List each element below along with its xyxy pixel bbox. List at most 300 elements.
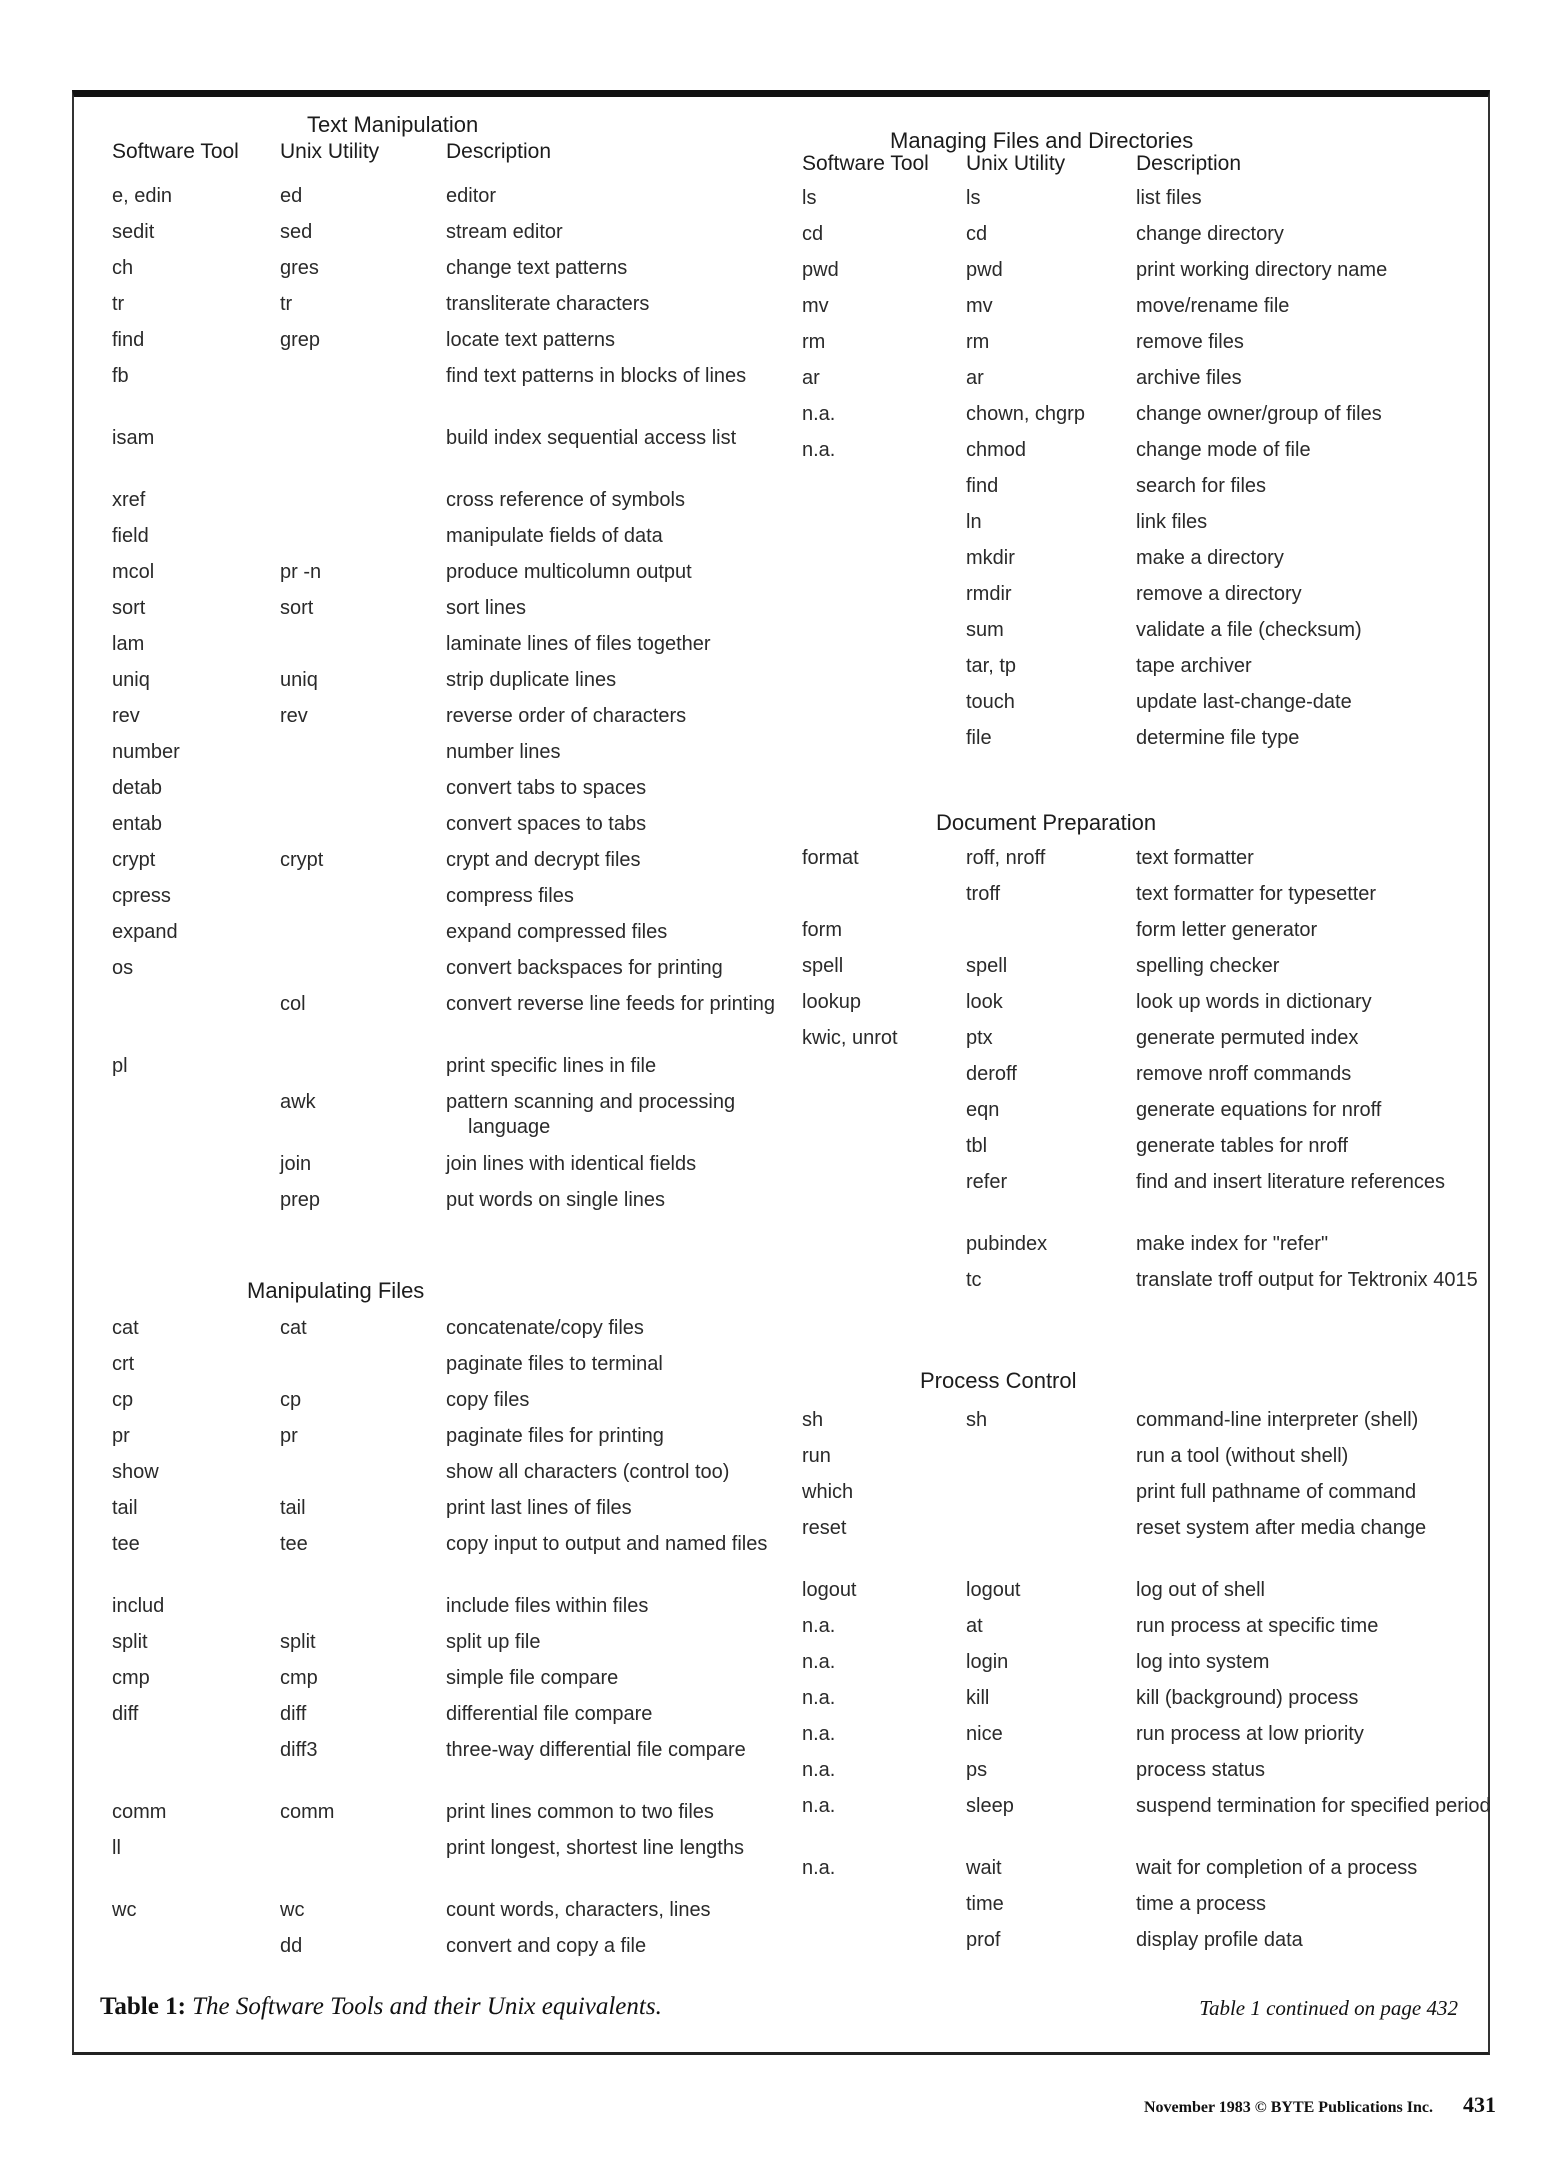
cell-unix-utility: ptx (966, 1027, 993, 1049)
cell-unix-utility: tbl (966, 1135, 988, 1157)
cell-software-tool: n.a. (802, 1759, 836, 1781)
cell-description: process status (1136, 1759, 1265, 1781)
cell-software-tool: pl (112, 1055, 128, 1077)
cell-software-tool: cmp (112, 1667, 150, 1689)
table-row (802, 1232, 1472, 1262)
cell-description: find text patterns in blocks of lines (446, 365, 747, 387)
cell-software-tool: tr (112, 293, 125, 315)
header-software-tool: Software Tool (112, 140, 239, 163)
table-row (112, 524, 772, 554)
cell-unix-utility: sed (280, 221, 313, 243)
cell-description: join lines with identical fields (446, 1153, 697, 1175)
cell-software-tool: logout (802, 1579, 857, 1601)
cell-description: kill (background) process (1136, 1687, 1359, 1709)
cell-unix-utility: diff (280, 1703, 307, 1725)
table-row (112, 1934, 772, 1964)
table-row (112, 1352, 772, 1382)
header-software-tool: Software Tool (802, 152, 929, 175)
cell-software-tool: fb (112, 365, 129, 387)
cell-unix-utility: crypt (280, 849, 324, 871)
cell-software-tool: n.a. (802, 439, 836, 461)
table-row (802, 1650, 1472, 1680)
cell-description: suspend termination for specified period (1136, 1795, 1491, 1817)
cell-unix-utility: rmdir (966, 583, 1012, 605)
cell-unix-utility: split (280, 1631, 316, 1653)
cell-software-tool: ar (802, 367, 820, 389)
table-row (112, 1188, 772, 1218)
cell-description: link files (1136, 511, 1208, 533)
cell-unix-utility: touch (966, 691, 1015, 713)
cell-description: copy input to output and named files (446, 1533, 768, 1555)
table-row (112, 596, 772, 626)
cell-description: log into system (1136, 1651, 1270, 1673)
cell-description: list files (1136, 187, 1202, 209)
cell-description: archive files (1136, 367, 1242, 389)
table-row (802, 654, 1472, 684)
cell-unix-utility: sum (966, 619, 1004, 641)
header-unix-utility: Unix Utility (280, 140, 380, 163)
cell-unix-utility: join (280, 1153, 312, 1175)
cell-software-tool: xref (112, 489, 146, 511)
cell-unix-utility: cd (966, 223, 988, 245)
cell-software-tool: crypt (112, 849, 156, 871)
cell-unix-utility: ps (966, 1759, 988, 1781)
cell-description: crypt and decrypt files (446, 849, 641, 871)
cell-description: remove nroff commands (1136, 1063, 1352, 1085)
cell-unix-utility: tar, tp (966, 655, 1017, 677)
cell-unix-utility: wait (966, 1857, 1002, 1879)
cell-description: show all characters (control too) (446, 1461, 730, 1483)
cell-description: remove files (1136, 331, 1244, 353)
table-row (802, 330, 1472, 360)
table-row (802, 990, 1472, 1020)
cell-software-tool: os (112, 957, 134, 979)
cell-description: transliterate characters (446, 293, 650, 315)
table-row (112, 848, 772, 878)
cell-description: strip duplicate lines (446, 669, 617, 691)
cell-software-tool: field (112, 525, 149, 547)
cell-software-tool: split (112, 1631, 148, 1653)
cell-unix-utility: awk (280, 1091, 316, 1113)
cell-software-tool: sh (802, 1409, 824, 1431)
table-row (802, 1856, 1472, 1886)
table-row (112, 488, 772, 518)
cell-unix-utility: gres (280, 257, 319, 279)
cell-software-tool: diff (112, 1703, 139, 1725)
cell-software-tool: n.a. (802, 1857, 836, 1879)
cell-unix-utility: pr (280, 1425, 298, 1447)
cell-description: concatenate/copy files (446, 1317, 644, 1339)
cell-description: find and insert literature references (1136, 1171, 1446, 1193)
table-row (112, 1666, 772, 1696)
cell-unix-utility: mv (966, 295, 993, 317)
section-managing-files-directories (802, 124, 1472, 774)
cell-software-tool: ls (802, 187, 817, 209)
section-process-control (802, 1364, 1491, 1964)
table-row (802, 294, 1472, 324)
cell-unix-utility: wc (280, 1899, 305, 1921)
cell-unix-utility: mkdir (966, 547, 1015, 569)
cell-description: display profile data (1136, 1929, 1303, 1951)
cell-description: remove a directory (1136, 583, 1302, 605)
cell-description: run a tool (without shell) (1136, 1445, 1349, 1467)
section-text-manipulation (112, 108, 776, 1238)
cell-software-tool: n.a. (802, 1615, 836, 1637)
cell-description: validate a file (checksum) (1136, 619, 1362, 641)
cell-description: spelling checker (1136, 955, 1280, 977)
table-row (112, 1800, 772, 1830)
cell-description: convert spaces to tabs (446, 813, 647, 835)
cell-unix-utility: diff3 (280, 1739, 318, 1761)
cell-description: search for files (1136, 475, 1267, 497)
cell-description: include files within files (446, 1595, 649, 1617)
cell-software-tool: n.a. (802, 1687, 836, 1709)
table-row (802, 1098, 1472, 1128)
cell-unix-utility: ls (966, 187, 981, 209)
cell-unix-utility: spell (966, 955, 1008, 977)
cell-unix-utility: cp (280, 1389, 302, 1411)
table-row (112, 1898, 772, 1928)
cell-description: translate troff output for Tektronix 4015 (1136, 1269, 1478, 1291)
cell-description: number lines (446, 741, 561, 763)
table-row (112, 812, 772, 842)
table-row (802, 258, 1472, 288)
cell-unix-utility: sh (966, 1409, 988, 1431)
table-row (112, 1388, 772, 1418)
cell-description: print full pathname of command (1136, 1481, 1417, 1503)
cell-software-tool: reset (802, 1517, 847, 1539)
cell-description: editor (446, 185, 497, 207)
cell-unix-utility: nice (966, 1723, 1003, 1745)
table-row (802, 954, 1472, 984)
cell-software-tool: sort (112, 597, 146, 619)
section-document-preparation (802, 806, 1478, 1346)
table-row (112, 1836, 772, 1866)
cell-description: look up words in dictionary (1136, 991, 1372, 1013)
table-row (802, 1444, 1472, 1474)
cell-unix-utility: logout (966, 1579, 1021, 1601)
table-row (112, 1054, 772, 1084)
cell-description: produce multicolumn output (446, 561, 692, 583)
cell-description: make index for "refer" (1136, 1233, 1329, 1255)
section-title: Managing Files and Directories (890, 128, 1194, 153)
cell-software-tool: spell (802, 955, 844, 977)
table-row (112, 1738, 772, 1768)
cell-software-tool: rm (802, 331, 826, 353)
cell-description: print last lines of files (446, 1497, 632, 1519)
cell-unix-utility: deroff (966, 1063, 1017, 1085)
cell-unix-utility: find (966, 475, 999, 497)
cell-software-tool: form (802, 919, 842, 941)
cell-description: three-way differential file compare (446, 1739, 746, 1761)
cell-description: command-line interpreter (shell) (1136, 1409, 1419, 1431)
table-row (802, 1892, 1472, 1922)
caption-text: The Software Tools and their Unix equivalents. (192, 1993, 662, 2020)
cell-description: convert and copy a file (446, 1935, 647, 1957)
cell-software-tool: n.a. (802, 1723, 836, 1745)
cell-description: split up file (446, 1631, 541, 1653)
cell-unix-utility: chmod (966, 439, 1027, 461)
cell-unix-utility: rm (966, 331, 990, 353)
table-row (112, 776, 772, 806)
cell-description: print lines common to two files (446, 1801, 714, 1823)
table-row (802, 1578, 1472, 1608)
cell-description: log out of shell (1136, 1579, 1265, 1601)
table-row (112, 560, 772, 590)
cell-description: move/rename file (1136, 295, 1290, 317)
table-row (802, 1928, 1472, 1958)
cell-unix-utility: refer (966, 1171, 1008, 1193)
cell-description: cross reference of symbols (446, 489, 685, 511)
cell-software-tool: n.a. (802, 403, 836, 425)
cell-unix-utility: tee (280, 1533, 308, 1555)
table-caption (100, 1993, 662, 2021)
section-title: Text Manipulation (307, 112, 479, 137)
cell-unix-utility: rev (280, 705, 308, 727)
table-row (802, 1170, 1472, 1200)
cell-software-tool: mcol (112, 561, 155, 583)
cell-description: generate equations for nroff (1136, 1099, 1382, 1121)
table-row (802, 1134, 1472, 1164)
table-row (802, 582, 1472, 612)
table-row (802, 366, 1472, 396)
table-row (112, 956, 772, 986)
cell-unix-utility: pwd (966, 259, 1003, 281)
table-row (112, 1532, 772, 1562)
cell-unix-utility: ar (966, 367, 984, 389)
table-row (802, 1026, 1472, 1056)
table-row (112, 1594, 772, 1624)
cell-unix-utility: file (966, 727, 992, 749)
cell-software-tool: uniq (112, 669, 150, 691)
cell-description: generate tables for nroff (1136, 1135, 1348, 1157)
cell-software-tool: entab (112, 813, 163, 835)
cell-description: text formatter for typesetter (1136, 883, 1377, 905)
cell-software-tool: lam (112, 633, 145, 655)
table-row (112, 704, 772, 734)
table-row (112, 256, 772, 286)
cell-software-tool: cat (112, 1317, 139, 1339)
table-row (112, 1316, 772, 1346)
cell-unix-utility: troff (966, 883, 1001, 905)
cell-description: determine file type (1136, 727, 1300, 749)
cell-unix-utility: tr (280, 293, 293, 315)
cell-unix-utility: tail (280, 1497, 306, 1519)
cell-description: reset system after media change (1136, 1517, 1427, 1539)
cell-software-tool: format (802, 847, 859, 869)
cell-description: change text patterns (446, 257, 628, 279)
cell-unix-utility: sort (280, 597, 314, 619)
table-row (802, 222, 1472, 252)
cell-description: change owner/group of files (1136, 403, 1382, 425)
cell-description: print working directory name (1136, 259, 1388, 281)
cell-description: count words, characters, lines (446, 1899, 711, 1921)
cell-software-tool: find (112, 329, 145, 351)
cell-unix-utility: grep (280, 329, 321, 351)
cell-unix-utility: time (966, 1893, 1004, 1915)
cell-unix-utility: comm (280, 1801, 335, 1823)
cell-software-tool: comm (112, 1801, 167, 1823)
cell-description: compress files (446, 885, 574, 907)
table-row (802, 546, 1472, 576)
cell-software-tool: includ (112, 1595, 165, 1617)
cell-unix-utility: tc (966, 1269, 982, 1291)
cell-description: update last-change-date (1136, 691, 1352, 713)
cell-software-tool: lookup (802, 991, 861, 1013)
cell-unix-utility: prof (966, 1929, 1001, 1951)
table-row (802, 690, 1472, 720)
section-title: Document Preparation (936, 810, 1157, 835)
cell-description: make a directory (1136, 547, 1284, 569)
table-row (802, 1614, 1472, 1644)
table-row (802, 882, 1472, 912)
cell-unix-utility: chown, chgrp (966, 403, 1085, 425)
cell-description: generate permuted index (1136, 1027, 1359, 1049)
table-row (112, 740, 772, 770)
table-row (112, 1152, 772, 1182)
table-row (802, 474, 1472, 504)
cell-unix-utility: uniq (280, 669, 318, 691)
cell-software-tool: wc (112, 1899, 137, 1921)
cell-description: put words on single lines (446, 1189, 666, 1211)
cell-description: laminate lines of files together (446, 633, 711, 655)
table-row (112, 1424, 772, 1454)
table-row (802, 846, 1472, 876)
cell-software-tool: e, edin (112, 185, 173, 207)
cell-software-tool: n.a. (802, 1651, 836, 1673)
cell-description: manipulate fields of data (446, 525, 663, 547)
cell-unix-utility: look (966, 991, 1003, 1013)
cell-description: paginate files for printing (446, 1425, 664, 1447)
cell-description: time a process (1136, 1893, 1267, 1915)
cell-unix-utility: kill (966, 1687, 990, 1709)
cell-software-tool: n.a. (802, 1795, 836, 1817)
table-row (802, 402, 1472, 432)
cell-unix-utility: roff, nroff (966, 847, 1046, 869)
cell-description: tape archiver (1136, 655, 1252, 677)
cell-description: change directory (1136, 223, 1284, 245)
table-row (802, 918, 1472, 948)
cell-unix-utility: ln (966, 511, 982, 533)
cell-description: pattern scanning and processing language (446, 1091, 736, 1138)
cell-software-tool: isam (112, 427, 155, 449)
table-row (802, 186, 1472, 216)
section-title: Manipulating Files (247, 1278, 425, 1303)
cell-description: run process at low priority (1136, 1723, 1364, 1745)
cell-description: build index sequential access list (446, 427, 737, 449)
cell-software-tool: cpress (112, 885, 171, 907)
table-row (112, 426, 772, 456)
cell-description: sort lines (446, 597, 527, 619)
cell-description: change mode of file (1136, 439, 1311, 461)
cell-software-tool: run (802, 1445, 831, 1467)
table-row (112, 1702, 772, 1732)
cell-description: print longest, shortest line lengths (446, 1837, 744, 1859)
continued-note: Table 1 continued on page 432 (1199, 1996, 1458, 2020)
cell-description: reverse order of characters (446, 705, 687, 727)
cell-description: stream editor (446, 221, 563, 243)
cell-description: run process at specific time (1136, 1615, 1379, 1637)
table-row (802, 1062, 1472, 1092)
table-row (112, 328, 772, 358)
table-row (802, 726, 1472, 756)
page-footer (1144, 2092, 1496, 2118)
cell-software-tool: cd (802, 223, 824, 245)
table-row (802, 1686, 1472, 1716)
cell-unix-utility: sleep (966, 1795, 1014, 1817)
cell-description: print specific lines in file (446, 1055, 657, 1077)
table-row (112, 364, 772, 394)
cell-description: convert tabs to spaces (446, 777, 647, 799)
cell-description: simple file compare (446, 1667, 619, 1689)
cell-software-tool: ch (112, 257, 134, 279)
table-row (802, 510, 1472, 540)
table-row (112, 1090, 772, 1138)
cell-software-tool: pr (112, 1425, 130, 1447)
section-manipulating-files (112, 1272, 772, 1982)
table-row (802, 1268, 1478, 1298)
cell-software-tool: which (802, 1481, 854, 1503)
cell-unix-utility: dd (280, 1935, 303, 1957)
cell-description: convert backspaces for printing (446, 957, 723, 979)
table-row (802, 1516, 1472, 1546)
table-row (112, 920, 772, 950)
cell-software-tool: expand (112, 921, 178, 943)
cell-description: form letter generator (1136, 919, 1318, 941)
caption-label: Table 1: (100, 1993, 186, 2020)
table-row (802, 438, 1472, 468)
section-title: Process Control (920, 1368, 1077, 1393)
table-row (112, 220, 772, 250)
cell-software-tool: show (112, 1461, 159, 1483)
cell-description: text formatter (1136, 847, 1254, 869)
cell-unix-utility: at (966, 1615, 983, 1637)
header-description: Description (1136, 152, 1242, 175)
table-row (112, 992, 776, 1022)
cell-software-tool: detab (112, 777, 163, 799)
cell-software-tool: crt (112, 1353, 135, 1375)
cell-unix-utility: cmp (280, 1667, 318, 1689)
cell-software-tool: tee (112, 1533, 140, 1555)
table-row (112, 1460, 772, 1490)
publication-line: November 1983 © BYTE Publications Inc. (1143, 2099, 1433, 2116)
cell-unix-utility: prep (280, 1189, 321, 1211)
table-row (112, 632, 772, 662)
cell-description: copy files (446, 1389, 530, 1411)
cell-unix-utility: cat (280, 1317, 307, 1339)
cell-unix-utility: pr -n (280, 561, 322, 583)
table-row (802, 1480, 1472, 1510)
cell-description: paginate files to terminal (446, 1353, 663, 1375)
cell-software-tool: cp (112, 1389, 134, 1411)
cell-software-tool: pwd (802, 259, 839, 281)
cell-description: wait for completion of a process (1136, 1857, 1418, 1879)
table-row (112, 1630, 772, 1660)
cell-unix-utility: eqn (966, 1099, 1000, 1121)
cell-description: convert reverse line feeds for printing (446, 993, 776, 1015)
cell-description: expand compressed files (446, 921, 668, 943)
cell-unix-utility: ed (280, 185, 303, 207)
cell-software-tool: number (112, 741, 180, 763)
cell-description: differential file compare (446, 1703, 653, 1725)
page-number: 431 (1463, 2092, 1496, 2117)
cell-unix-utility: login (966, 1651, 1009, 1673)
table-row (112, 884, 772, 914)
cell-software-tool: rev (112, 705, 140, 727)
table-row (802, 618, 1472, 648)
table-row (802, 1794, 1491, 1824)
table-row (802, 1408, 1472, 1438)
